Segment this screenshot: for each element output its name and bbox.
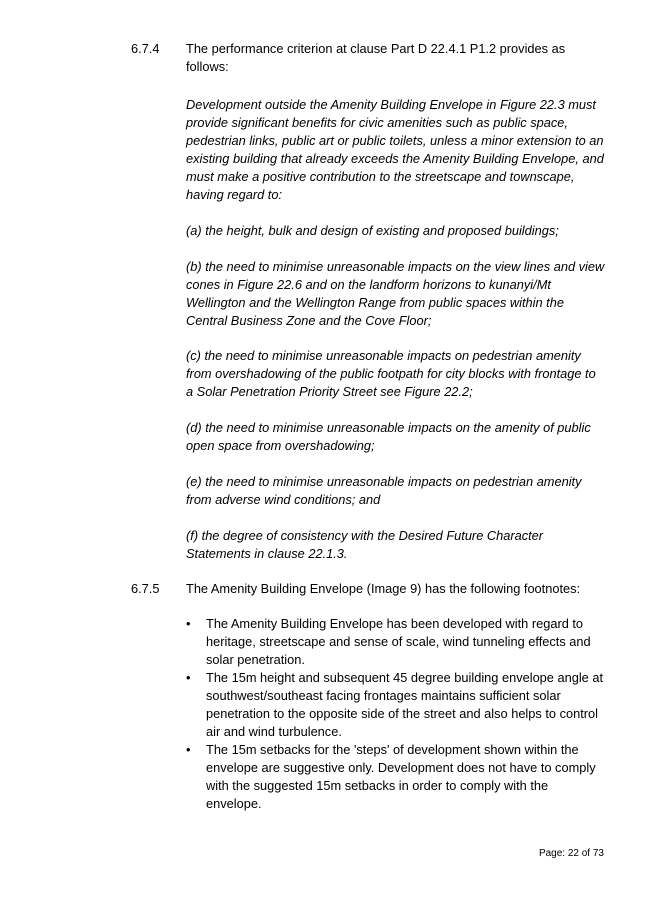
section-intro: The Amenity Building Envelope (Image 9) has the following footnotes: [186, 581, 581, 596]
footnote-bullet-3: The 15m setbacks for the 'steps' of development shown within the envelope are suggestive only. Development does not have to comply with the suggested 15m setbacks in order to comply with the envelope. [206, 742, 596, 811]
criterion-item-e: (e) the need to minimise unreasonable impacts on pedestrian amenity from adverse wind conditions; and [186, 474, 582, 507]
footnote-bullet-1: The Amenity Building Envelope has been developed with regard to heritage, streetscape and sense of scale, wind tunneling effects and solar penetration. [206, 616, 591, 667]
criterion-item-b: (b) the need to minimise unreasonable impacts on the view lines and view cones in Figure 22.6 and on the landform horizons to kunanyi/Mt Wellington and the Wellington Range from public spaces within the Central Business Zone and the Cove Floor; [186, 259, 605, 328]
bullet-icon: • [186, 742, 191, 757]
criterion-item-c: (c) the need to minimise unreasonable impacts on pedestrian amenity from overshadowing of the public footpath for city blocks with frontage to a Solar Penetration Priority Street see Figure 22.2; [186, 348, 596, 399]
quoted-criterion: Development outside the Amenity Building Envelope in Figure 22.3 must provide significant benefits for civic amenities such as public space, pedestrian links, public art or public toilets, unless a minor extension to an existing building that already exceeds the Amenity Building Envelope, and must make a positive contribution to the streetscape and townscape, having regard to: [186, 97, 604, 202]
bullet-icon: • [186, 670, 191, 685]
criterion-item-d: (d) the need to minimise unreasonable impacts on the amenity of public open space from overshadowing; [186, 420, 591, 453]
section-number: 6.7.4 [131, 41, 160, 56]
bullet-icon: • [186, 616, 191, 631]
section-number: 6.7.5 [131, 581, 160, 596]
page-number: Page: 22 of 73 [538, 848, 604, 859]
criterion-item-a: (a) the height, bulk and design of existing and proposed buildings; [186, 223, 559, 238]
section-intro: The performance criterion at clause Part D 22.4.1 P1.2 provides as follows: [186, 41, 566, 74]
footnote-bullet-2: The 15m height and subsequent 45 degree building envelope angle at southwest/southeast facing frontages maintains sufficient solar penetration to the opposite side of the street and also helps to control air and wind turbulence. [206, 670, 604, 739]
criterion-item-f: (f) the degree of consistency with the Desired Future Character Statements in clause 22.1.3. [186, 528, 544, 561]
